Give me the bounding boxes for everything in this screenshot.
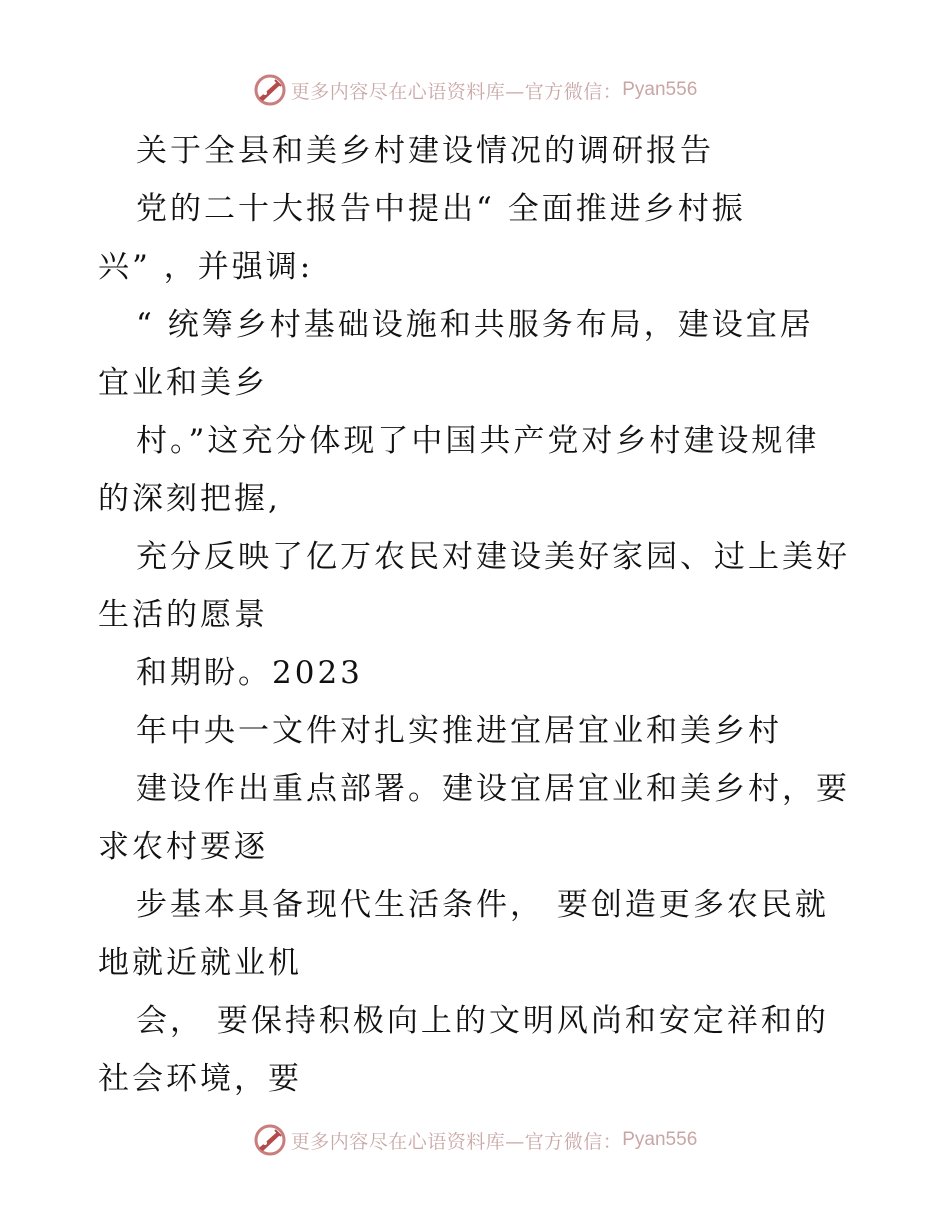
document-body (98, 122, 868, 1108)
text-line: 步基本具备现代生活条件， 要创造更多农民就 (136, 887, 829, 923)
text-line: 充分反映了亿万农民对建设美好家园、过上美好 (136, 539, 850, 575)
document-title: 关于全县和美乡村建设情况的调研报告 (136, 133, 714, 169)
watermark-text: 更多内容尽在心语资料库—官方微信： (290, 80, 623, 103)
text-line: 兴” ，并强调: (98, 249, 314, 285)
text-line: 社会环境，要 (98, 1061, 302, 1097)
watermark-wechat-id: Pyan556 (622, 1129, 698, 1150)
text-line: “ 统筹乡村基础设施和共服务布局，建设宜居 (136, 307, 814, 343)
text-line: 建设作出重点部署。建设宜居宜业和美乡村，要 (136, 771, 850, 807)
text-line: 的深刻把握, (98, 481, 281, 517)
text-line: 求农村要逐 (98, 829, 268, 865)
text-line: 生活的愿景 (98, 597, 268, 633)
text-line: 党的二十大报告中提出“ 全面推进乡村振 (136, 191, 746, 227)
pen-logo-icon (253, 73, 287, 107)
header-watermark (0, 70, 950, 110)
text-line: 和期盼。2023 (136, 655, 363, 691)
text-line: 年中央一文件对扎实推进宜居宜业和美乡村 (136, 713, 782, 749)
text-line: 宜业和美乡 (98, 365, 268, 401)
text-line: 村。”这充分体现了中国共产党对乡村建设规律 (136, 423, 820, 459)
watermark-wechat-id: Pyan556 (622, 79, 698, 100)
text-line: 会， 要保持积极向上的文明风尚和安定祥和的 (136, 1003, 829, 1039)
watermark-text: 更多内容尽在心语资料库—官方微信： (290, 1130, 623, 1153)
text-line: 地就近就业机 (98, 945, 302, 981)
footer-watermark (0, 1120, 950, 1160)
pen-logo-icon (253, 1123, 287, 1157)
